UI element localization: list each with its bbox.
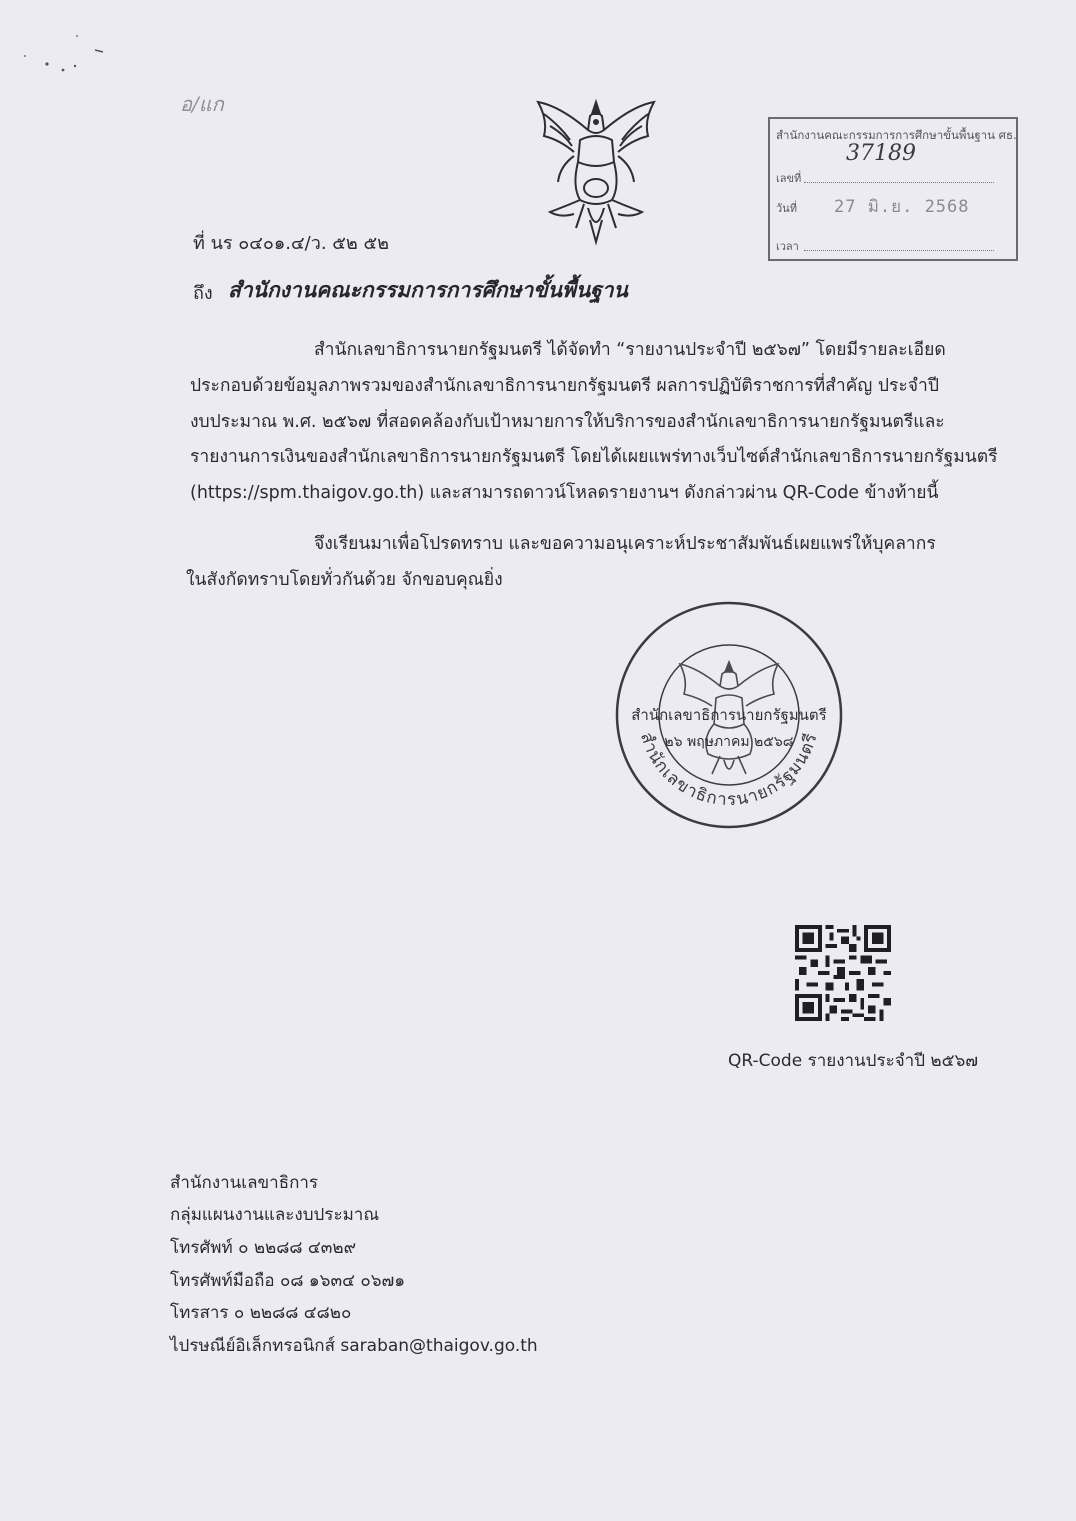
footer-mobile: โทรศัพท์มือถือ ๐๘ ๑๖๓๔ ๐๖๗๑ [170,1271,406,1291]
receipt-date-value: 27 มิ.ย. 2568 [834,197,970,217]
to-label: ถึง [193,283,213,304]
receipt-number-value: 37189 [846,141,916,166]
paragraph-line: งบประมาณ พ.ศ. ๒๕๖๗ ที่สอดคล้องกับเป้าหมายการให้บริการของสำนักเลขาธิการนายกรัฐมนตรีและ [190,412,945,432]
paragraph-line: รายงานการเงินของสำนักเลขาธิการนายกรัฐมนตรี โดยได้เผยแพร่ทางเว็บไซต์สำนักเลขาธิการนายกรัฐมนตรี [190,447,998,467]
official-seal [612,598,846,832]
footer-fax: โทรสาร ๐ ๒๒๘๘ ๔๘๒๐ [170,1303,352,1323]
to-value: สำนักงานคณะกรรมการการศึกษาขั้นพื้นฐาน [228,277,628,302]
receipt-stamp-header: สำนักงานคณะกรรมการการศึกษาขั้นพื้นฐาน ศธ. [776,128,1017,142]
qr-code-icon [795,925,891,1021]
seal-line-1: สำนักเลขาธิการนายกรัฐมนตรี [631,706,827,724]
receipt-number-label: เลขที่ [776,172,802,185]
footer-email: ไปรษณีย์อิเล็กทรอนิกส์ saraban@thaigov.go.th [170,1336,538,1356]
paragraph-line: ประกอบด้วยข้อมูลภาพรวมของสำนักเลขาธิการนายกรัฐมนตรี ผลการปฏิบัติราชการที่สำคัญ ประจำปี [190,376,939,396]
seal-ring-text: สำนักเลขาธิการนายกรัฐมนตรี [635,729,822,811]
footer-office: สำนักงานเลขาธิการ [170,1173,319,1193]
paragraph-line: (https://spm.thaigov.go.th) และสามารถดาวน์โหลดรายงานฯ ดังกล่าวผ่าน QR-Code ข้างท้ายนี้ [190,483,939,503]
scan-specks [15,28,115,88]
corner-note: อ/แก [180,92,224,116]
receipt-stamp [768,117,1018,261]
paragraph-line: ในสังกัดทราบโดยทั่วกันด้วย จักขอบคุณยิ่ง [186,570,503,590]
paragraph-line: สำนักเลขาธิการนายกรัฐมนตรี ได้จัดทำ “รายงานประจำปี ๒๕๖๗” โดยมีรายละเอียด [314,340,946,360]
receipt-time-label: เวลา [776,240,799,253]
seal-line-2: ๒๖ พฤษภาคม ๒๕๖๘ [664,734,794,750]
qr-caption: QR-Code รายงานประจำปี ๒๕๖๗ [728,1051,979,1071]
receipt-date-label: วันที่ [776,202,797,215]
letter-ref: ที่ นร ๐๔๐๑.๔/ว. ๕๒ ๕๒ [193,233,389,254]
paragraph-line: จึงเรียนมาเพื่อโปรดทราบ และขอความอนุเคราะห์ประชาสัมพันธ์เผยแพร่ให้บุคลากร [314,534,936,554]
footer-division: กลุ่มแผนงานและงบประมาณ [170,1205,380,1225]
garuda-emblem-icon [530,96,662,246]
footer-phone: โทรศัพท์ ๐ ๒๒๘๘ ๔๓๒๙ [170,1238,357,1258]
